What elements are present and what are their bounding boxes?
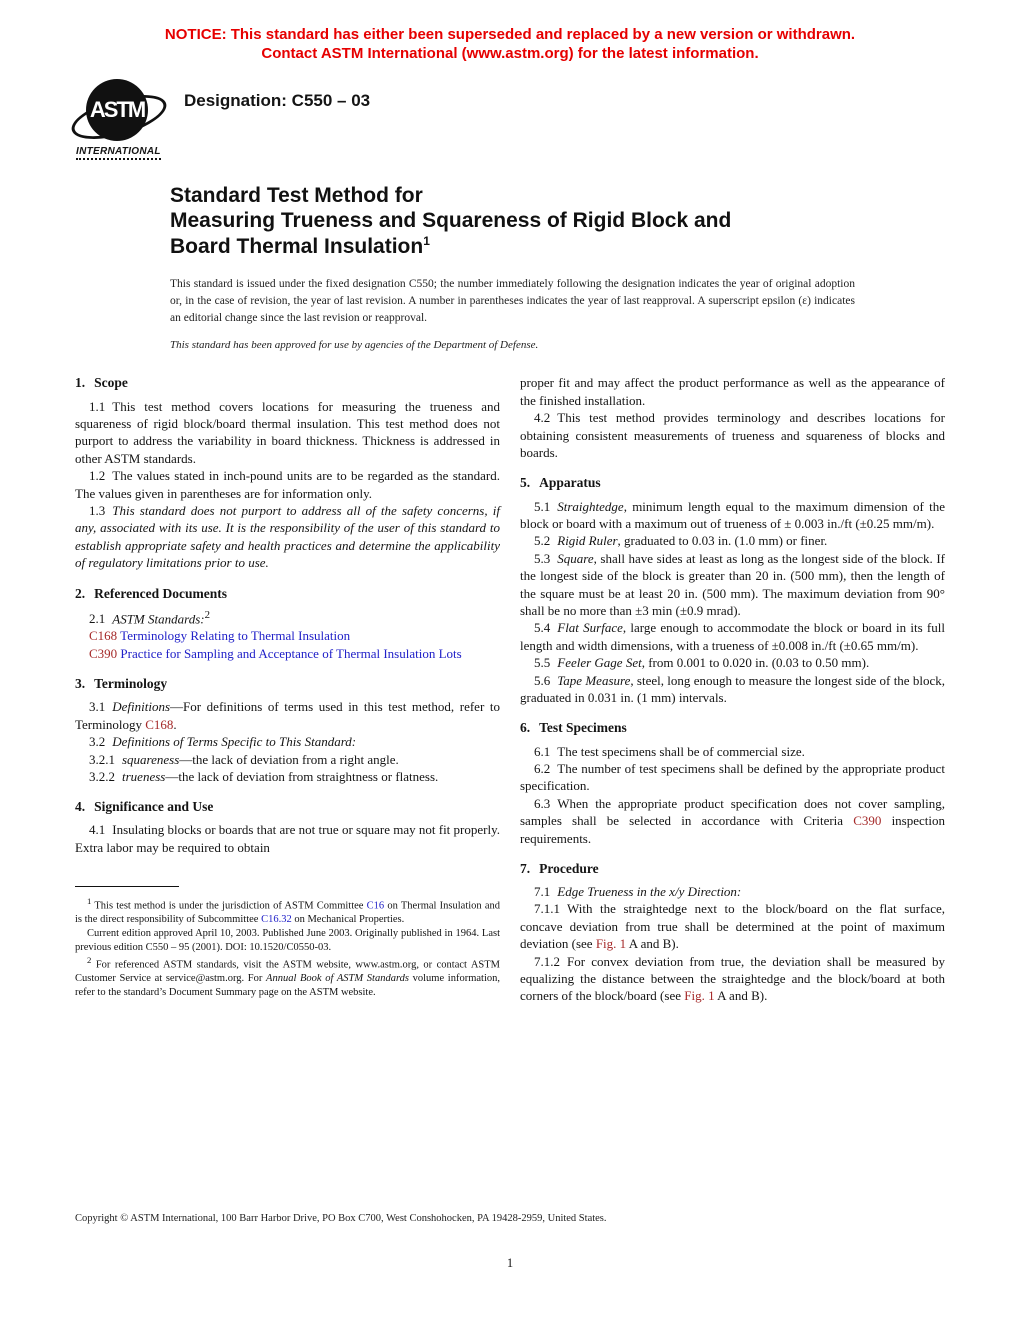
notice-line-2: Contact ASTM International (www.astm.org) for the latest information.: [261, 45, 759, 63]
apparatus-term: Tape Measure: [557, 672, 631, 688]
clause-text: The values stated in inch-pound units are to be regarded as the standard. The values given in parentheses are for information only.: [75, 468, 500, 501]
clause-number: 5.2: [534, 533, 551, 549]
link-c390-title[interactable]: Practice for Sampling and Acceptance of Thermal Insulation Lots: [117, 645, 462, 661]
clause-text: Insulating blocks or boards that are not true or square may not fit properly. Extra labor may be required to obtain: [75, 822, 500, 855]
left-column: [75, 373, 500, 1004]
clause-text: This test method provides terminology and describes locations for obtaining consistent measurements of trueness and squareness of blocks and boards.: [520, 410, 945, 461]
clause-number: 7.1: [534, 884, 551, 900]
clause-text: For convex deviation from true, the deviation shall be measured by equalizing the distance between the straightedge and the block/board at both corners of the block/board (see: [520, 953, 945, 1004]
copyright-line: Copyright © ASTM International, 100 Barr Harbor Drive, PO Box C700, West Conshohocken, PA 19428-2959, United States.: [75, 1213, 607, 1224]
clause-text-tail: A and B).: [714, 988, 768, 1004]
clause-number: 4.1: [89, 822, 106, 838]
paragraph-5-5: [520, 654, 945, 671]
link-c168-title[interactable]: Terminology Relating to Thermal Insulation: [117, 628, 351, 644]
dod-approval-line: This standard has been approved for use by agencies of the Department of Defense.: [170, 339, 539, 352]
section-label: Test Specimens: [539, 720, 627, 736]
clause-text-tail: .: [173, 716, 177, 732]
preamble-paragraph: This standard is issued under the fixed designation C550; the number immediately following the designation indicates the year of original adoption or, in the case of revision, the year of last revision. A number in parentheses indicates the year of last reapproval. A superscript epsilon (ε) indicates an editorial change since the last revision or reapproval.: [170, 278, 855, 325]
footnote-marker-2: 2: [204, 608, 210, 621]
clause-number: 5.1: [534, 498, 551, 514]
clause-text: , minimum length equal to the maximum dimension of the block or board with a maximum out of trueness of ± 0.003 in./ft (±0.25 mm/m).: [520, 498, 945, 531]
clause-number: 4.2: [534, 410, 551, 426]
footnote-text: For referenced ASTM standards, visit the ASTM website, www.astm.org, or contact ASTM Customer Service at service@astm.org. For: [75, 959, 500, 984]
section-heading-significance: [75, 798, 500, 816]
paragraph-5-3: [520, 550, 945, 620]
link-c390[interactable]: C390: [89, 645, 118, 661]
title-line-3: [170, 234, 870, 260]
paragraph-2-1: [75, 608, 500, 628]
apparatus-term: Rigid Ruler: [557, 533, 618, 549]
clause-number: 7.1.1: [534, 901, 560, 917]
clause-number: 7.1.2: [534, 953, 560, 969]
clause-text-tail: inspection requirements.: [520, 813, 946, 846]
footnote-1-edition: Current edition approved April 10, 2003. Published June 2003. Originally published in 1964. Last previous edition C550 – 95 (2001). DOI: 10.1520/C0550-03.: [75, 928, 500, 953]
section-number: 4.: [75, 799, 86, 815]
clause-number: 1.3: [89, 502, 106, 518]
paragraph-6-1: [520, 743, 945, 760]
clause-number: 3.2: [89, 734, 106, 750]
clause-text: , shall have sides at least as long as the longest side of the block. If the longest side of the block is greater than 20 in. (500 mm), then the length of the square must be at least 20 in. (500 mm). The maximum deviation from 90° shall be no more than ±3 min (±0.9 mrad).: [520, 550, 945, 618]
paragraph-7-1-2: [520, 953, 945, 1005]
clause-text-italic: Edge Trueness in the x/y Direction:: [557, 884, 742, 900]
right-column: [520, 373, 945, 1004]
paragraph-6-3: [520, 795, 945, 847]
section-heading-terminology: [75, 675, 500, 693]
link-c168-inline[interactable]: C168: [145, 716, 174, 732]
paragraph-5-2: [520, 532, 945, 549]
footnote-text: This test method is under the jurisdiction of ASTM Committee: [91, 900, 367, 912]
notice-line-1: NOTICE: This standard has either been superseded and replaced by a new version or withdrawn.: [164, 26, 856, 43]
paragraph-1-2: [75, 467, 500, 502]
paragraph-1-1: [75, 398, 500, 468]
link-c16[interactable]: C16: [366, 900, 385, 912]
section-label: Significance and Use: [94, 799, 214, 815]
clause-text: The test specimens shall be of commercial size.: [557, 743, 805, 759]
footnote-2: [75, 955, 500, 1000]
section-label: Referenced Documents: [94, 585, 227, 601]
paragraph-3-2-1: [75, 751, 500, 768]
reference-item-c168: [75, 627, 500, 644]
footnote-1: [75, 896, 500, 927]
title-line-1: Standard Test Method for: [170, 184, 423, 208]
title-block: [170, 184, 870, 259]
paragraph-3-1: [75, 698, 500, 733]
title-footnote-marker: 1: [423, 233, 430, 248]
two-column-body: [0, 373, 1020, 1004]
footnote-marker: 1: [87, 896, 92, 907]
clause-text: , from 0.001 to 0.020 in. (0.03 to 0.50 mm).: [641, 655, 870, 671]
section-heading-procedure: [520, 860, 945, 878]
clause-text: With the straightedge next to the block/board on the flat surface, concave deviation from true shall be determined at the point of maximum deviation (see: [520, 901, 945, 952]
paragraph-5-4: [520, 619, 945, 654]
paragraph-4-1-continued: proper fit and may affect the product performance as well as the appearance of the finished installation.: [520, 375, 945, 408]
apparatus-term: Feeler Gage Set: [557, 655, 642, 671]
section-number: 2.: [75, 585, 86, 601]
clause-number: 3.2.2: [89, 768, 115, 784]
footnote-text: volume information, refer to the standard’s Document Summary page on the ASTM website.: [75, 972, 500, 998]
clause-number: 1.2: [89, 468, 106, 484]
defined-term: squareness: [122, 751, 180, 767]
footnote-text: on Mechanical Properties.: [291, 914, 405, 926]
defined-term: Definitions: [112, 699, 171, 715]
clause-text: The number of test specimens shall be defined by the appropriate product specification.: [520, 760, 945, 794]
clause-text-tail: A and B).: [626, 936, 679, 952]
link-fig-1[interactable]: Fig. 1: [684, 988, 715, 1004]
paragraph-5-1: [520, 498, 945, 533]
clause-number: 6.2: [534, 760, 551, 776]
section-heading-apparatus: [520, 474, 945, 492]
paragraph-3-2: [75, 733, 500, 750]
section-label: Apparatus: [539, 475, 601, 491]
section-heading-scope: [75, 374, 500, 392]
clause-number: 5.4: [534, 620, 551, 636]
clause-number: 3.2.1: [89, 751, 115, 767]
clause-number: 5.5: [534, 655, 551, 671]
logo-subtitle: INTERNATIONAL: [76, 146, 161, 160]
paragraph-7-1: [520, 883, 945, 900]
clause-number: 5.3: [534, 550, 551, 566]
apparatus-term: Flat Surface: [557, 620, 623, 636]
footnote-text: on Thermal Insulation and is the direct responsibility of Subcommittee: [75, 900, 501, 926]
document-header: [76, 79, 1020, 160]
clause-text: —the lack of deviation from a right angle.: [179, 751, 399, 767]
link-fig-1[interactable]: Fig. 1: [595, 936, 627, 952]
clause-text: When the appropriate product specification does not cover sampling, samples shall be selected in accordance with Criteria: [520, 795, 945, 829]
section-number: 3.: [75, 676, 86, 692]
designation-label: Designation: C550 – 03: [184, 91, 371, 111]
clause-text-italic: Definitions of Terms Specific to This Standard:: [112, 734, 357, 750]
section-number: 7.: [520, 860, 531, 876]
link-c390-inline[interactable]: C390: [853, 813, 882, 829]
book-title-italic: Annual Book of ASTM Standards: [266, 972, 409, 984]
link-c168[interactable]: C168: [89, 628, 118, 644]
section-label: Scope: [94, 375, 128, 391]
paragraph-3-2-2: [75, 768, 500, 785]
clause-text: This test method covers locations for measuring the trueness and squareness of rigid block/board thermal insulation. This test method does not purport to address the variability in board thickness. Thickness is addressed in other ASTM standards.: [75, 398, 500, 466]
reference-item-c390: [75, 645, 500, 662]
paragraph-5-6: [520, 672, 945, 707]
footnote-divider: [75, 886, 179, 887]
clause-number: 2.1: [89, 610, 106, 626]
paragraph-4-2: [520, 409, 945, 461]
clause-number: 1.1: [89, 398, 106, 414]
section-heading-referenced-documents: [75, 585, 500, 603]
paragraph-6-2: [520, 760, 945, 795]
title-line-2: Measuring Trueness and Squareness of Rigid Block and: [170, 208, 732, 232]
clause-number: 3.1: [89, 699, 106, 715]
clause-text-italic: ASTM Standards:: [112, 610, 205, 626]
apparatus-term: Square: [557, 550, 594, 566]
clause-text: , steel, long enough to measure the longest side of the block, graduated in 0.031 in. (1 mm) intervals.: [520, 672, 945, 706]
page-number: 1: [506, 1256, 514, 1270]
clause-text-italic: This standard does not purport to address all of the safety concerns, if any, associated with its use. It is the responsibility of the user of this standard to establish appropriate safety and health practices and determine the applicability of regulatory limitations prior to use.: [75, 502, 500, 571]
section-number: 1.: [75, 375, 86, 391]
clause-number: 6.3: [534, 795, 551, 811]
section-heading-test-specimens: [520, 719, 945, 737]
paragraph-4-1: [75, 821, 500, 856]
section-label: Terminology: [94, 676, 168, 692]
paragraph-7-1-1: [520, 900, 945, 952]
clause-text: —the lack of deviation from straightness or flatness.: [165, 768, 439, 784]
section-number: 6.: [520, 720, 531, 736]
footnote-marker: 2: [87, 954, 92, 965]
title-line-3-text: Board Thermal Insulation: [170, 234, 424, 258]
clause-text: —For definitions of terms used in this test method, refer to Terminology: [75, 699, 500, 732]
link-c16-32[interactable]: C16.32: [261, 914, 292, 926]
clause-text: , large enough to accommodate the block or board in its full length and width dimensions, with a trueness of ±0.008 in./ft (±0.65 mm/m).: [520, 620, 945, 653]
logo-globe-icon: ASTM: [86, 79, 148, 141]
clause-number: 6.1: [534, 743, 551, 759]
section-number: 5.: [520, 475, 531, 491]
paragraph-1-3: [75, 502, 500, 572]
defined-term: trueness: [122, 768, 166, 784]
supersession-notice: [0, 0, 1020, 63]
section-label: Procedure: [539, 860, 599, 876]
clause-text: , graduated to 0.03 in. (1.0 mm) or finer.: [617, 533, 828, 549]
astm-logo: [76, 79, 176, 160]
clause-number: 5.6: [534, 672, 551, 688]
apparatus-term: Straightedge: [557, 498, 624, 514]
